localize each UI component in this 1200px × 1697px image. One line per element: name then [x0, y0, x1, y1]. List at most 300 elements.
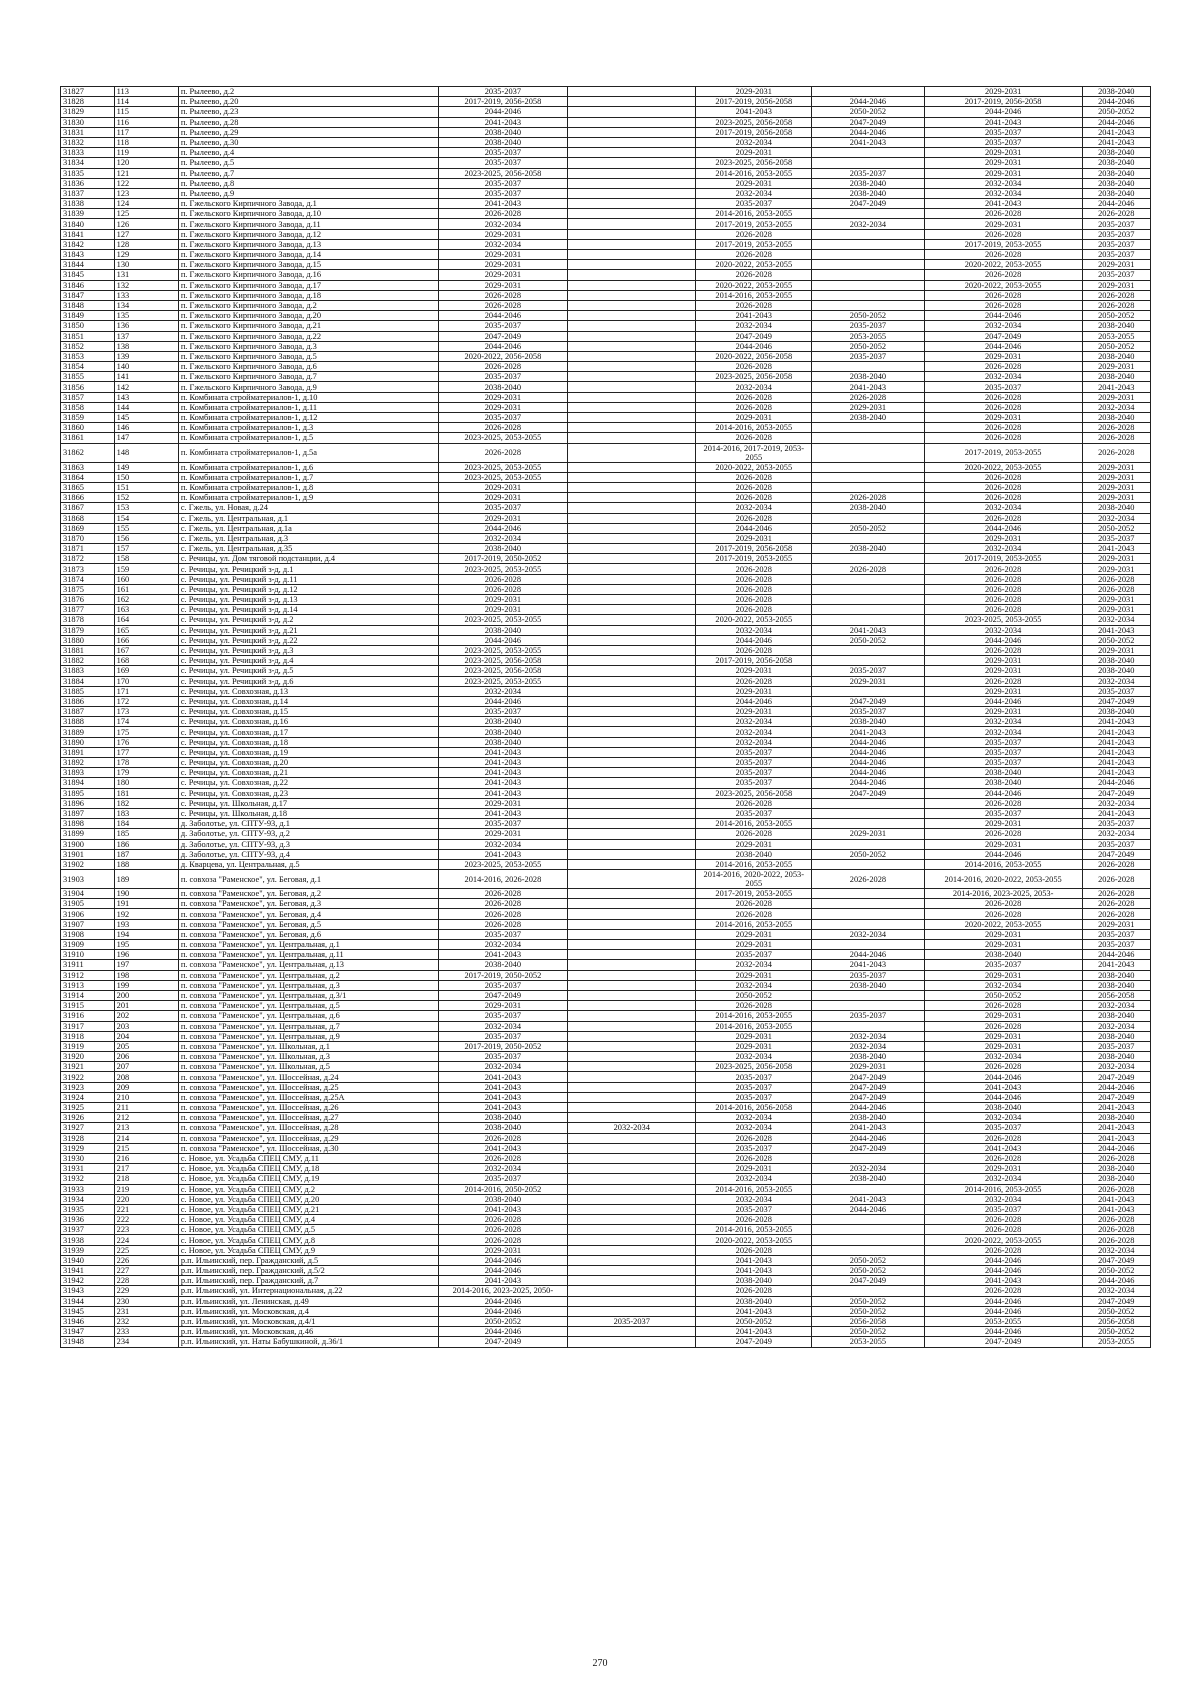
period-cell-4	[812, 889, 925, 899]
period-cell-2	[568, 178, 696, 188]
period-cell-5: 2026-2028	[924, 676, 1082, 686]
table-row	[61, 513, 1151, 523]
period-cell-6: 2026-2028	[1082, 1235, 1150, 1245]
table-row	[61, 870, 1151, 889]
address-cell: п. совхоза "Раменское", ул. Центральная, д.6	[178, 1011, 438, 1021]
address-cell: д. Заболотье, ул. СПТУ-93, д.4	[178, 849, 438, 859]
period-cell-2	[568, 645, 696, 655]
row-id-cell: 31910	[61, 950, 115, 960]
row-id-cell: 31861	[61, 433, 115, 443]
row-id-cell: 31943	[61, 1286, 115, 1296]
period-cell-1: 2029-2031	[438, 798, 567, 808]
item-number-cell: 130	[114, 260, 178, 270]
period-cell-4: 2044-2046	[812, 737, 925, 747]
period-cell-5: 2041-2043	[924, 1143, 1082, 1153]
period-cell-1: 2032-2034	[438, 239, 567, 249]
item-number-cell: 233	[114, 1327, 178, 1337]
period-cell-3: 2032-2034	[696, 1113, 812, 1123]
item-number-cell: 219	[114, 1184, 178, 1194]
period-cell-5: 2017-2019, 2053-2055	[924, 554, 1082, 564]
period-cell-5: 2026-2028	[924, 513, 1082, 523]
period-cell-6: 2029-2031	[1082, 493, 1150, 503]
period-cell-6: 2041-2043	[1082, 127, 1150, 137]
address-cell: п. Гжельского Кирпичного Завода, д.3	[178, 341, 438, 351]
period-cell-1: 2044-2046	[438, 1266, 567, 1276]
period-cell-4: 2038-2040	[812, 1052, 925, 1062]
row-id-cell: 31895	[61, 788, 115, 798]
period-cell-2	[568, 727, 696, 737]
item-number-cell: 114	[114, 97, 178, 107]
period-cell-3: 2035-2037	[696, 1092, 812, 1102]
period-cell-5: 2044-2046	[924, 696, 1082, 706]
table-row	[61, 849, 1151, 859]
item-number-cell: 163	[114, 605, 178, 615]
period-cell-6: 2041-2043	[1082, 1123, 1150, 1133]
period-cell-6: 2035-2037	[1082, 250, 1150, 260]
period-cell-3: 2026-2028	[696, 584, 812, 594]
period-cell-2	[568, 1103, 696, 1113]
item-number-cell: 180	[114, 778, 178, 788]
period-cell-5: 2026-2028	[924, 270, 1082, 280]
address-cell: п. Гжельского Кирпичного Завода, д.21	[178, 321, 438, 331]
period-cell-2	[568, 209, 696, 219]
period-cell-4	[812, 260, 925, 270]
row-id-cell: 31859	[61, 413, 115, 423]
period-cell-6: 2035-2037	[1082, 229, 1150, 239]
address-cell: п. Рылеево, д.30	[178, 137, 438, 147]
address-cell: п. Рылеево, д.7	[178, 168, 438, 178]
period-cell-6: 2026-2028	[1082, 433, 1150, 443]
item-number-cell: 200	[114, 990, 178, 1000]
period-cell-6: 2026-2028	[1082, 300, 1150, 310]
item-number-cell: 118	[114, 137, 178, 147]
period-cell-1: 2035-2037	[438, 87, 567, 97]
period-cell-1: 2047-2049	[438, 990, 567, 1000]
period-cell-4: 2050-2052	[812, 1255, 925, 1265]
item-number-cell: 119	[114, 148, 178, 158]
row-id-cell: 31829	[61, 107, 115, 117]
row-id-cell: 31836	[61, 178, 115, 188]
period-cell-5: 2035-2037	[924, 1123, 1082, 1133]
period-cell-2	[568, 676, 696, 686]
period-cell-4	[812, 595, 925, 605]
period-cell-5: 2044-2046	[924, 1327, 1082, 1337]
period-cell-2	[568, 929, 696, 939]
address-cell: с. Речицы, ул. Совхозная, д.17	[178, 727, 438, 737]
period-cell-4	[812, 798, 925, 808]
period-cell-3: 2044-2046	[696, 635, 812, 645]
period-cell-5: 2032-2034	[924, 503, 1082, 513]
row-id-cell: 31882	[61, 656, 115, 666]
period-cell-2	[568, 503, 696, 513]
period-cell-1: 2029-2031	[438, 280, 567, 290]
address-cell: р.п. Ильинский, ул. Московская, д.4/1	[178, 1316, 438, 1326]
table-row	[61, 919, 1151, 929]
item-number-cell: 158	[114, 554, 178, 564]
table-row	[61, 554, 1151, 564]
period-cell-1: 2026-2028	[438, 290, 567, 300]
period-cell-5: 2026-2028	[924, 1001, 1082, 1011]
period-cell-4	[812, 1225, 925, 1235]
address-cell: п. Комбината стройматериалов-1, д.5	[178, 433, 438, 443]
period-cell-5: 2032-2034	[924, 717, 1082, 727]
item-number-cell: 136	[114, 321, 178, 331]
period-cell-3: 2035-2037	[696, 950, 812, 960]
address-cell: д. Заболотье, ул. СПТУ-93, д.2	[178, 829, 438, 839]
period-cell-2	[568, 270, 696, 280]
period-cell-6: 2026-2028	[1082, 290, 1150, 300]
period-cell-4: 2047-2049	[812, 1143, 925, 1153]
table-row	[61, 788, 1151, 798]
table-row	[61, 635, 1151, 645]
period-cell-4	[812, 239, 925, 249]
period-cell-5: 2026-2028	[924, 899, 1082, 909]
period-cell-3: 2026-2028	[696, 1215, 812, 1225]
item-number-cell: 188	[114, 859, 178, 869]
period-cell-6: 2026-2028	[1082, 584, 1150, 594]
address-cell: р.п. Ильинский, пер. Гражданский, д.5	[178, 1255, 438, 1265]
period-cell-5: 2044-2046	[924, 1306, 1082, 1316]
period-cell-4	[812, 280, 925, 290]
address-cell: п. Гжельского Кирпичного Завода, д.11	[178, 219, 438, 229]
period-cell-6: 2050-2052	[1082, 341, 1150, 351]
period-cell-2	[568, 137, 696, 147]
table-row	[61, 584, 1151, 594]
period-cell-1: 2014-2016, 2050-2052	[438, 1184, 567, 1194]
period-cell-3: 2038-2040	[696, 1296, 812, 1306]
period-cell-3: 2044-2046	[696, 341, 812, 351]
period-cell-5: 2026-2028	[924, 829, 1082, 839]
period-cell-4: 2041-2043	[812, 1194, 925, 1204]
period-cell-6: 2041-2043	[1082, 737, 1150, 747]
period-cell-1: 2026-2028	[438, 909, 567, 919]
address-cell: с. Речицы, ул. Речицкий з-д, д.11	[178, 574, 438, 584]
period-cell-2	[568, 250, 696, 260]
item-number-cell: 166	[114, 635, 178, 645]
period-cell-6: 2026-2028	[1082, 1153, 1150, 1163]
schedule-table	[60, 86, 1151, 1348]
period-cell-5: 2035-2037	[924, 960, 1082, 970]
item-number-cell: 154	[114, 513, 178, 523]
table-row	[61, 1245, 1151, 1255]
period-cell-6: 2044-2046	[1082, 1082, 1150, 1092]
period-cell-5: 2038-2040	[924, 950, 1082, 960]
schedule-table-body	[61, 87, 1151, 1348]
period-cell-1: 2017-2019, 2050-2052	[438, 970, 567, 980]
period-cell-1: 2041-2043	[438, 747, 567, 757]
period-cell-4: 2041-2043	[812, 727, 925, 737]
item-number-cell: 230	[114, 1296, 178, 1306]
period-cell-3: 2029-2031	[696, 929, 812, 939]
period-cell-6: 2026-2028	[1082, 443, 1150, 462]
row-id-cell: 31898	[61, 819, 115, 829]
period-cell-5: 2026-2028	[924, 798, 1082, 808]
address-cell: п. совхоза "Раменское", ул. Школьная, д.3	[178, 1052, 438, 1062]
address-cell: с. Речицы, ул. Совхозная, д.16	[178, 717, 438, 727]
period-cell-6: 2041-2043	[1082, 808, 1150, 818]
period-cell-6: 2026-2028	[1082, 870, 1150, 889]
address-cell: с. Гжель, ул. Новая, д.24	[178, 503, 438, 513]
period-cell-3: 2035-2037	[696, 758, 812, 768]
period-cell-3: 2014-2016, 2053-2055	[696, 423, 812, 433]
item-number-cell: 144	[114, 402, 178, 412]
table-row	[61, 97, 1151, 107]
table-row	[61, 1316, 1151, 1326]
period-cell-5: 2026-2028	[924, 909, 1082, 919]
period-cell-5: 2044-2046	[924, 1266, 1082, 1276]
row-id-cell: 31857	[61, 392, 115, 402]
period-cell-6: 2038-2040	[1082, 321, 1150, 331]
row-id-cell: 31921	[61, 1062, 115, 1072]
period-cell-1: 2029-2031	[438, 482, 567, 492]
period-cell-3: 2032-2034	[696, 1052, 812, 1062]
item-number-cell: 139	[114, 351, 178, 361]
period-cell-5: 2044-2046	[924, 311, 1082, 321]
period-cell-4	[812, 615, 925, 625]
period-cell-3: 2023-2025, 2056-2058	[696, 1062, 812, 1072]
period-cell-6: 2044-2046	[1082, 950, 1150, 960]
period-cell-5: 2026-2028	[924, 1225, 1082, 1235]
period-cell-6: 2032-2034	[1082, 798, 1150, 808]
item-number-cell: 175	[114, 727, 178, 737]
period-cell-5: 2044-2046	[924, 849, 1082, 859]
row-id-cell: 31843	[61, 250, 115, 260]
period-cell-1: 2017-2019, 2050-2052	[438, 554, 567, 564]
table-row	[61, 1164, 1151, 1174]
period-cell-1: 2044-2046	[438, 1296, 567, 1306]
table-row	[61, 423, 1151, 433]
period-cell-2	[568, 686, 696, 696]
item-number-cell: 215	[114, 1143, 178, 1153]
period-cell-4: 2047-2049	[812, 1082, 925, 1092]
address-cell: с. Речицы, ул. Школьная, д.18	[178, 808, 438, 818]
item-number-cell: 182	[114, 798, 178, 808]
period-cell-4	[812, 645, 925, 655]
address-cell: с. Новое, ул. Усадьба СПЕЦ СМУ, д.4	[178, 1215, 438, 1225]
item-number-cell: 121	[114, 168, 178, 178]
period-cell-5: 2029-2031	[924, 839, 1082, 849]
period-cell-6: 2041-2043	[1082, 137, 1150, 147]
row-id-cell: 31900	[61, 839, 115, 849]
period-cell-3: 2023-2025, 2056-2058	[696, 788, 812, 798]
address-cell: п. Комбината стройматериалов-1, д.7	[178, 472, 438, 482]
row-id-cell: 31842	[61, 239, 115, 249]
table-row	[61, 137, 1151, 147]
item-number-cell: 208	[114, 1072, 178, 1082]
period-cell-2	[568, 554, 696, 564]
table-row	[61, 829, 1151, 839]
item-number-cell: 195	[114, 940, 178, 950]
period-cell-1: 2032-2034	[438, 686, 567, 696]
period-cell-3: 2035-2037	[696, 1072, 812, 1082]
period-cell-4: 2038-2040	[812, 980, 925, 990]
period-cell-5: 2029-2031	[924, 351, 1082, 361]
period-cell-5: 2026-2028	[924, 423, 1082, 433]
period-cell-6: 2038-2040	[1082, 707, 1150, 717]
period-cell-4: 2035-2037	[812, 707, 925, 717]
table-row	[61, 970, 1151, 980]
table-row	[61, 117, 1151, 127]
period-cell-3: 2032-2034	[696, 1194, 812, 1204]
period-cell-1: 2023-2025, 2053-2055	[438, 645, 567, 655]
period-cell-4	[812, 909, 925, 919]
period-cell-2	[568, 819, 696, 829]
period-cell-1: 2035-2037	[438, 372, 567, 382]
period-cell-2	[568, 168, 696, 178]
period-cell-5: 2041-2043	[924, 117, 1082, 127]
item-number-cell: 221	[114, 1204, 178, 1214]
period-cell-6: 2029-2031	[1082, 260, 1150, 270]
row-id-cell: 31927	[61, 1123, 115, 1133]
table-row	[61, 280, 1151, 290]
period-cell-6: 2029-2031	[1082, 564, 1150, 574]
row-id-cell: 31935	[61, 1204, 115, 1214]
row-id-cell: 31883	[61, 666, 115, 676]
row-id-cell: 31827	[61, 87, 115, 97]
row-id-cell: 31896	[61, 798, 115, 808]
period-cell-5: 2029-2031	[924, 819, 1082, 829]
item-number-cell: 196	[114, 950, 178, 960]
item-number-cell: 206	[114, 1052, 178, 1062]
period-cell-1: 2023-2025, 2053-2055	[438, 564, 567, 574]
period-cell-4: 2035-2037	[812, 1011, 925, 1021]
period-cell-6: 2038-2040	[1082, 158, 1150, 168]
period-cell-2	[568, 188, 696, 198]
period-cell-4: 2026-2028	[812, 392, 925, 402]
period-cell-6: 2038-2040	[1082, 188, 1150, 198]
period-cell-3: 2035-2037	[696, 199, 812, 209]
period-cell-4: 2047-2049	[812, 696, 925, 706]
table-row	[61, 1266, 1151, 1276]
period-cell-6: 2035-2037	[1082, 940, 1150, 950]
period-cell-2	[568, 829, 696, 839]
period-cell-3: 2014-2016, 2017-2019, 2053-2055	[696, 443, 812, 462]
table-row	[61, 1143, 1151, 1153]
table-row	[61, 199, 1151, 209]
address-cell: п. совхоза "Раменское", ул. Беговая, д.4	[178, 909, 438, 919]
row-id-cell: 31936	[61, 1215, 115, 1225]
address-cell: п. Гжельского Кирпичного Завода, д.9	[178, 382, 438, 392]
period-cell-5: 2026-2028	[924, 1286, 1082, 1296]
address-cell: п. Комбината стройматериалов-1, д.9	[178, 493, 438, 503]
period-cell-3: 2047-2049	[696, 1337, 812, 1347]
period-cell-3: 2026-2028	[696, 909, 812, 919]
period-cell-4	[812, 270, 925, 280]
row-id-cell: 31860	[61, 423, 115, 433]
period-cell-5: 2026-2028	[924, 250, 1082, 260]
item-number-cell: 232	[114, 1316, 178, 1326]
row-id-cell: 31889	[61, 727, 115, 737]
period-cell-3: 2032-2034	[696, 980, 812, 990]
table-row	[61, 737, 1151, 747]
period-cell-6: 2032-2034	[1082, 1021, 1150, 1031]
period-cell-2	[568, 1092, 696, 1102]
row-id-cell: 31851	[61, 331, 115, 341]
table-row	[61, 493, 1151, 503]
address-cell: с. Речицы, ул. Школьная, д.17	[178, 798, 438, 808]
period-cell-3: 2029-2031	[696, 1164, 812, 1174]
period-cell-2	[568, 859, 696, 869]
item-number-cell: 155	[114, 523, 178, 533]
period-cell-2	[568, 1153, 696, 1163]
row-id-cell: 31947	[61, 1327, 115, 1337]
period-cell-3: 2023-2025, 2056-2058	[696, 117, 812, 127]
period-cell-5: 2032-2034	[924, 372, 1082, 382]
period-cell-3: 2041-2043	[696, 1266, 812, 1276]
period-cell-6: 2029-2031	[1082, 472, 1150, 482]
item-number-cell: 197	[114, 960, 178, 970]
table-row	[61, 1306, 1151, 1316]
period-cell-5: 2032-2034	[924, 321, 1082, 331]
period-cell-3: 2014-2016, 2053-2055	[696, 1225, 812, 1235]
period-cell-1: 2035-2037	[438, 819, 567, 829]
period-cell-5: 2026-2028	[924, 595, 1082, 605]
address-cell: п. Гжельского Кирпичного Завода, д.17	[178, 280, 438, 290]
table-row	[61, 605, 1151, 615]
period-cell-5: 2026-2028	[924, 362, 1082, 372]
table-row	[61, 574, 1151, 584]
period-cell-6: 2041-2043	[1082, 960, 1150, 970]
address-cell: п. Рылеево, д.9	[178, 188, 438, 198]
address-cell: с. Речицы, ул. Речицкий з-д, д.13	[178, 595, 438, 605]
period-cell-3: 2020-2022, 2053-2055	[696, 1235, 812, 1245]
row-id-cell: 31865	[61, 482, 115, 492]
period-cell-2	[568, 341, 696, 351]
address-cell: п. Гжельского Кирпичного Завода, д.1	[178, 199, 438, 209]
period-cell-3: 2029-2031	[696, 686, 812, 696]
period-cell-3: 2023-2025, 2056-2058	[696, 372, 812, 382]
period-cell-2	[568, 1001, 696, 1011]
item-number-cell: 194	[114, 929, 178, 939]
period-cell-5: 2032-2034	[924, 1174, 1082, 1184]
table-row	[61, 1153, 1151, 1163]
item-number-cell: 116	[114, 117, 178, 127]
item-number-cell: 161	[114, 584, 178, 594]
period-cell-6: 2050-2052	[1082, 107, 1150, 117]
item-number-cell: 228	[114, 1276, 178, 1286]
period-cell-1: 2038-2040	[438, 1113, 567, 1123]
row-id-cell: 31871	[61, 544, 115, 554]
period-cell-5: 2026-2028	[924, 1245, 1082, 1255]
row-id-cell: 31948	[61, 1337, 115, 1347]
period-cell-2	[568, 605, 696, 615]
period-cell-3: 2032-2034	[696, 382, 812, 392]
period-cell-1: 2038-2040	[438, 717, 567, 727]
address-cell: п. Комбината стройматериалов-1, д.3	[178, 423, 438, 433]
row-id-cell: 31853	[61, 351, 115, 361]
period-cell-4	[812, 462, 925, 472]
period-cell-5: 2044-2046	[924, 1296, 1082, 1306]
period-cell-4: 2032-2034	[812, 219, 925, 229]
period-cell-2	[568, 1072, 696, 1082]
period-cell-3: 2029-2031	[696, 1031, 812, 1041]
period-cell-1: 2041-2043	[438, 768, 567, 778]
item-number-cell: 213	[114, 1123, 178, 1133]
period-cell-4: 2050-2052	[812, 635, 925, 645]
table-row	[61, 1123, 1151, 1133]
period-cell-2	[568, 564, 696, 574]
address-cell: п. совхоза "Раменское", ул. Школьная, д.1	[178, 1041, 438, 1051]
table-row	[61, 859, 1151, 869]
row-id-cell: 31862	[61, 443, 115, 462]
period-cell-4: 2041-2043	[812, 960, 925, 970]
period-cell-6: 2035-2037	[1082, 270, 1150, 280]
period-cell-6: 2026-2028	[1082, 909, 1150, 919]
address-cell: п. совхоза "Раменское", ул. Шоссейная, д.29	[178, 1133, 438, 1143]
address-cell: п. Гжельского Кирпичного Завода, д.10	[178, 209, 438, 219]
row-id-cell: 31838	[61, 199, 115, 209]
item-number-cell: 162	[114, 595, 178, 605]
